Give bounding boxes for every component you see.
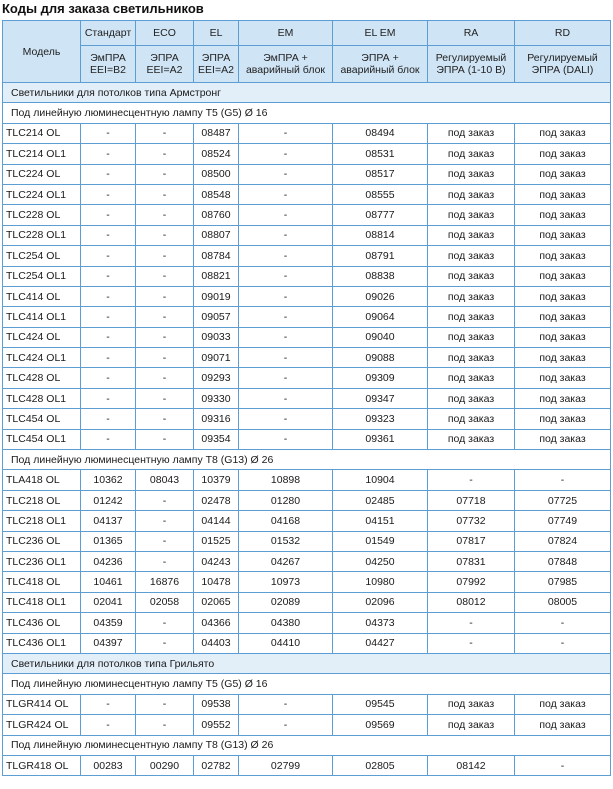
code-cell: 04267: [239, 551, 333, 571]
code-cell: 07718: [428, 490, 515, 510]
code-cell: 08142: [428, 755, 515, 775]
code-cell: 08784: [194, 246, 239, 266]
code-cell: под заказ: [428, 286, 515, 306]
code-cell: под заказ: [515, 368, 611, 388]
code-cell: -: [239, 368, 333, 388]
model-cell: TLC418 OL1: [3, 592, 81, 612]
header-group: EL: [194, 21, 239, 46]
code-cell: 07732: [428, 511, 515, 531]
subsection-heading: Под линейную люминесцентную лампу T8 (G13) Ø 26: [3, 450, 611, 470]
code-cell: -: [136, 715, 194, 735]
code-cell: под заказ: [428, 123, 515, 143]
table-row: [3, 511, 611, 531]
code-cell: 04410: [239, 633, 333, 653]
model-cell: TLC424 OL1: [3, 348, 81, 368]
code-cell: 09064: [333, 307, 428, 327]
model-cell: TLC418 OL: [3, 572, 81, 592]
code-cell: 08487: [194, 123, 239, 143]
code-cell: 04380: [239, 613, 333, 633]
header-group: RD: [515, 21, 611, 46]
subsection-heading: Под линейную люминесцентную лампу T8 (G13) Ø 26: [3, 735, 611, 755]
code-cell: -: [428, 470, 515, 490]
code-cell: 09323: [333, 409, 428, 429]
code-cell: под заказ: [515, 286, 611, 306]
code-cell: 02805: [333, 755, 428, 775]
code-cell: 09354: [194, 429, 239, 449]
table-row: [3, 531, 611, 551]
model-cell: TLC218 OL1: [3, 511, 81, 531]
code-cell: 00283: [81, 755, 136, 775]
code-cell: 09293: [194, 368, 239, 388]
code-cell: -: [428, 613, 515, 633]
code-cell: -: [81, 409, 136, 429]
code-cell: под заказ: [428, 429, 515, 449]
code-cell: -: [136, 184, 194, 204]
subsection-row: [3, 674, 611, 694]
code-cell: 04151: [333, 511, 428, 531]
code-cell: -: [136, 327, 194, 347]
code-cell: -: [136, 490, 194, 510]
header-sub: ЭПРА EEI=A2: [136, 46, 194, 83]
code-cell: -: [81, 327, 136, 347]
code-cell: под заказ: [515, 348, 611, 368]
subsection-row: [3, 735, 611, 755]
code-cell: 07848: [515, 551, 611, 571]
table-row: [3, 388, 611, 408]
model-cell: TLC424 OL: [3, 327, 81, 347]
code-cell: -: [81, 225, 136, 245]
code-cell: -: [239, 266, 333, 286]
code-cell: -: [239, 388, 333, 408]
code-cell: -: [136, 164, 194, 184]
code-cell: 07985: [515, 572, 611, 592]
code-cell: 07725: [515, 490, 611, 510]
table-row: [3, 633, 611, 653]
code-cell: 08012: [428, 592, 515, 612]
code-cell: 07831: [428, 551, 515, 571]
code-cell: -: [428, 633, 515, 653]
code-cell: 09316: [194, 409, 239, 429]
subsection-row: [3, 103, 611, 123]
code-cell: -: [81, 144, 136, 164]
code-cell: 09330: [194, 388, 239, 408]
table-body: [3, 83, 611, 776]
code-cell: -: [136, 613, 194, 633]
code-cell: под заказ: [428, 184, 515, 204]
code-cell: 09309: [333, 368, 428, 388]
code-cell: -: [239, 348, 333, 368]
code-cell: -: [136, 225, 194, 245]
code-cell: 09033: [194, 327, 239, 347]
code-cell: 01532: [239, 531, 333, 551]
model-cell: TLC436 OL: [3, 613, 81, 633]
code-cell: 04137: [81, 511, 136, 531]
code-cell: под заказ: [428, 225, 515, 245]
code-cell: 01242: [81, 490, 136, 510]
code-cell: 08838: [333, 266, 428, 286]
model-cell: TLC254 OL: [3, 246, 81, 266]
code-cell: -: [136, 205, 194, 225]
code-cell: -: [81, 368, 136, 388]
code-cell: 02799: [239, 755, 333, 775]
code-cell: -: [239, 694, 333, 714]
table-row: [3, 715, 611, 735]
code-cell: под заказ: [515, 429, 611, 449]
model-cell: TLC428 OL1: [3, 388, 81, 408]
code-cell: -: [81, 286, 136, 306]
code-cell: -: [81, 266, 136, 286]
code-cell: 04427: [333, 633, 428, 653]
code-cell: -: [239, 144, 333, 164]
code-cell: 04366: [194, 613, 239, 633]
code-cell: -: [81, 164, 136, 184]
code-cell: -: [515, 613, 611, 633]
code-cell: 04168: [239, 511, 333, 531]
code-cell: -: [239, 327, 333, 347]
code-cell: 09057: [194, 307, 239, 327]
code-cell: -: [136, 368, 194, 388]
code-cell: -: [81, 123, 136, 143]
code-cell: 09347: [333, 388, 428, 408]
header-group: EM: [239, 21, 333, 46]
section-row: [3, 83, 611, 103]
code-cell: -: [136, 633, 194, 653]
code-cell: -: [81, 715, 136, 735]
header-sub: ЭПРА + аварийный блок: [333, 46, 428, 83]
code-cell: -: [136, 531, 194, 551]
table-row: [3, 755, 611, 775]
code-cell: 09569: [333, 715, 428, 735]
code-cell: 02041: [81, 592, 136, 612]
header-sub: Регулируемый ЭПРА (1-10 В): [428, 46, 515, 83]
model-cell: TLC414 OL: [3, 286, 81, 306]
table-row: [3, 409, 611, 429]
model-cell: TLC224 OL1: [3, 184, 81, 204]
table-row: [3, 266, 611, 286]
code-cell: -: [515, 633, 611, 653]
header-sub: ЭмПРА + аварийный блок: [239, 46, 333, 83]
table-row: [3, 327, 611, 347]
code-cell: -: [515, 470, 611, 490]
code-cell: 10478: [194, 572, 239, 592]
model-cell: TLC228 OL: [3, 205, 81, 225]
model-cell: TLC214 OL: [3, 123, 81, 143]
code-cell: 04144: [194, 511, 239, 531]
code-cell: -: [239, 184, 333, 204]
order-codes-table: [2, 20, 611, 776]
code-cell: 02485: [333, 490, 428, 510]
table-row: [3, 613, 611, 633]
table-row: [3, 164, 611, 184]
code-cell: -: [136, 551, 194, 571]
model-cell: TLC236 OL: [3, 531, 81, 551]
table-row: [3, 286, 611, 306]
code-cell: 08500: [194, 164, 239, 184]
code-cell: 08043: [136, 470, 194, 490]
table-row: [3, 592, 611, 612]
code-cell: 08777: [333, 205, 428, 225]
section-row: [3, 653, 611, 673]
code-cell: -: [239, 164, 333, 184]
code-cell: под заказ: [428, 694, 515, 714]
table-row: [3, 246, 611, 266]
code-cell: -: [136, 144, 194, 164]
model-cell: TLC454 OL1: [3, 429, 81, 449]
code-cell: под заказ: [515, 715, 611, 735]
code-cell: 08524: [194, 144, 239, 164]
code-cell: 09026: [333, 286, 428, 306]
code-cell: -: [81, 388, 136, 408]
code-cell: -: [239, 286, 333, 306]
code-cell: 10904: [333, 470, 428, 490]
header-model: Модель: [3, 21, 81, 83]
code-cell: 01525: [194, 531, 239, 551]
table-row: [3, 307, 611, 327]
code-cell: -: [136, 246, 194, 266]
code-cell: -: [81, 429, 136, 449]
section-heading: Светильники для потолков типа Армстронг: [3, 83, 611, 103]
table-row: [3, 144, 611, 164]
header-sub: Регулируемый ЭПРА (DALI): [515, 46, 611, 83]
code-cell: -: [81, 205, 136, 225]
code-cell: 08760: [194, 205, 239, 225]
code-cell: под заказ: [428, 266, 515, 286]
code-cell: 08814: [333, 225, 428, 245]
code-cell: 08807: [194, 225, 239, 245]
code-cell: 08494: [333, 123, 428, 143]
code-cell: 04397: [81, 633, 136, 653]
code-cell: 10379: [194, 470, 239, 490]
code-cell: 10362: [81, 470, 136, 490]
table-row: [3, 694, 611, 714]
code-cell: -: [136, 123, 194, 143]
code-cell: под заказ: [515, 164, 611, 184]
code-cell: под заказ: [428, 205, 515, 225]
code-cell: 09361: [333, 429, 428, 449]
table-row: [3, 490, 611, 510]
code-cell: 01365: [81, 531, 136, 551]
code-cell: под заказ: [428, 388, 515, 408]
code-cell: под заказ: [428, 715, 515, 735]
model-cell: TLC428 OL: [3, 368, 81, 388]
code-cell: 04373: [333, 613, 428, 633]
table-row: [3, 470, 611, 490]
table-row: [3, 225, 611, 245]
code-cell: -: [81, 246, 136, 266]
code-cell: -: [136, 409, 194, 429]
code-cell: под заказ: [428, 164, 515, 184]
code-cell: 08821: [194, 266, 239, 286]
model-cell: TLC214 OL1: [3, 144, 81, 164]
code-cell: -: [136, 388, 194, 408]
table-row: [3, 572, 611, 592]
code-cell: 08791: [333, 246, 428, 266]
code-cell: -: [239, 409, 333, 429]
code-cell: под заказ: [515, 409, 611, 429]
code-cell: 07992: [428, 572, 515, 592]
code-cell: под заказ: [515, 388, 611, 408]
table-row: [3, 368, 611, 388]
code-cell: -: [136, 694, 194, 714]
code-cell: -: [136, 348, 194, 368]
subsection-row: [3, 450, 611, 470]
code-cell: 07817: [428, 531, 515, 551]
code-cell: под заказ: [515, 694, 611, 714]
code-cell: -: [239, 715, 333, 735]
code-cell: под заказ: [515, 307, 611, 327]
code-cell: 08517: [333, 164, 428, 184]
code-cell: под заказ: [428, 327, 515, 347]
model-cell: TLC228 OL1: [3, 225, 81, 245]
code-cell: 04359: [81, 613, 136, 633]
code-cell: 04236: [81, 551, 136, 571]
code-cell: 09071: [194, 348, 239, 368]
code-cell: под заказ: [428, 144, 515, 164]
code-cell: 09088: [333, 348, 428, 368]
model-cell: TLC414 OL1: [3, 307, 81, 327]
code-cell: 16876: [136, 572, 194, 592]
code-cell: 04243: [194, 551, 239, 571]
code-cell: -: [136, 307, 194, 327]
code-cell: под заказ: [515, 205, 611, 225]
model-cell: TLC224 OL: [3, 164, 81, 184]
code-cell: -: [239, 205, 333, 225]
code-cell: 01549: [333, 531, 428, 551]
model-cell: TLC454 OL: [3, 409, 81, 429]
code-cell: 01280: [239, 490, 333, 510]
code-cell: -: [239, 246, 333, 266]
code-cell: 02058: [136, 592, 194, 612]
code-cell: под заказ: [515, 144, 611, 164]
code-cell: под заказ: [428, 307, 515, 327]
header-group: RA: [428, 21, 515, 46]
code-cell: 08548: [194, 184, 239, 204]
model-cell: TLGR414 OL: [3, 694, 81, 714]
code-cell: 08555: [333, 184, 428, 204]
code-cell: под заказ: [428, 368, 515, 388]
header-sub: ЭмПРА EEI=B2: [81, 46, 136, 83]
model-cell: TLGR424 OL: [3, 715, 81, 735]
code-cell: 10898: [239, 470, 333, 490]
code-cell: 04403: [194, 633, 239, 653]
code-cell: под заказ: [515, 123, 611, 143]
code-cell: -: [136, 286, 194, 306]
header-group: Стандарт: [81, 21, 136, 46]
model-cell: TLGR418 OL: [3, 755, 81, 775]
subsection-heading: Под линейную люминесцентную лампу T5 (G5) Ø 16: [3, 103, 611, 123]
code-cell: -: [239, 307, 333, 327]
code-cell: 09552: [194, 715, 239, 735]
code-cell: -: [136, 266, 194, 286]
code-cell: 00290: [136, 755, 194, 775]
code-cell: 02478: [194, 490, 239, 510]
code-cell: 10980: [333, 572, 428, 592]
model-cell: TLC236 OL1: [3, 551, 81, 571]
code-cell: -: [239, 123, 333, 143]
code-cell: -: [81, 694, 136, 714]
code-cell: 10461: [81, 572, 136, 592]
code-cell: -: [81, 307, 136, 327]
model-cell: TLC254 OL1: [3, 266, 81, 286]
subsection-heading: Под линейную люминесцентную лампу T5 (G5) Ø 16: [3, 674, 611, 694]
code-cell: 02096: [333, 592, 428, 612]
table-row: [3, 184, 611, 204]
code-cell: под заказ: [515, 246, 611, 266]
code-cell: -: [81, 348, 136, 368]
code-cell: 02089: [239, 592, 333, 612]
page-title: Коды для заказа светильников: [2, 1, 204, 16]
code-cell: 09538: [194, 694, 239, 714]
table-row: [3, 348, 611, 368]
code-cell: под заказ: [428, 409, 515, 429]
code-cell: под заказ: [515, 266, 611, 286]
header-group: EL EM: [333, 21, 428, 46]
table-row: [3, 429, 611, 449]
code-cell: -: [515, 755, 611, 775]
code-cell: под заказ: [428, 246, 515, 266]
code-cell: под заказ: [515, 225, 611, 245]
code-cell: -: [239, 225, 333, 245]
table-row: [3, 205, 611, 225]
code-cell: под заказ: [515, 184, 611, 204]
code-cell: 08005: [515, 592, 611, 612]
code-cell: -: [136, 511, 194, 531]
code-cell: 07824: [515, 531, 611, 551]
code-cell: 08531: [333, 144, 428, 164]
code-cell: 04250: [333, 551, 428, 571]
model-cell: TLC436 OL1: [3, 633, 81, 653]
code-cell: 09019: [194, 286, 239, 306]
header-group: ECO: [136, 21, 194, 46]
code-cell: под заказ: [515, 327, 611, 347]
code-cell: -: [81, 184, 136, 204]
code-cell: под заказ: [428, 348, 515, 368]
header-sub: ЭПРА EEI=A2: [194, 46, 239, 83]
code-cell: 02782: [194, 755, 239, 775]
code-cell: 07749: [515, 511, 611, 531]
model-cell: TLA418 OL: [3, 470, 81, 490]
table-row: [3, 123, 611, 143]
code-cell: 02065: [194, 592, 239, 612]
code-cell: 10973: [239, 572, 333, 592]
code-cell: -: [239, 429, 333, 449]
code-cell: 09040: [333, 327, 428, 347]
code-cell: 09545: [333, 694, 428, 714]
code-cell: -: [136, 429, 194, 449]
model-cell: TLC218 OL: [3, 490, 81, 510]
table-row: [3, 551, 611, 571]
section-heading: Светильники для потолков типа Грильято: [3, 653, 611, 673]
